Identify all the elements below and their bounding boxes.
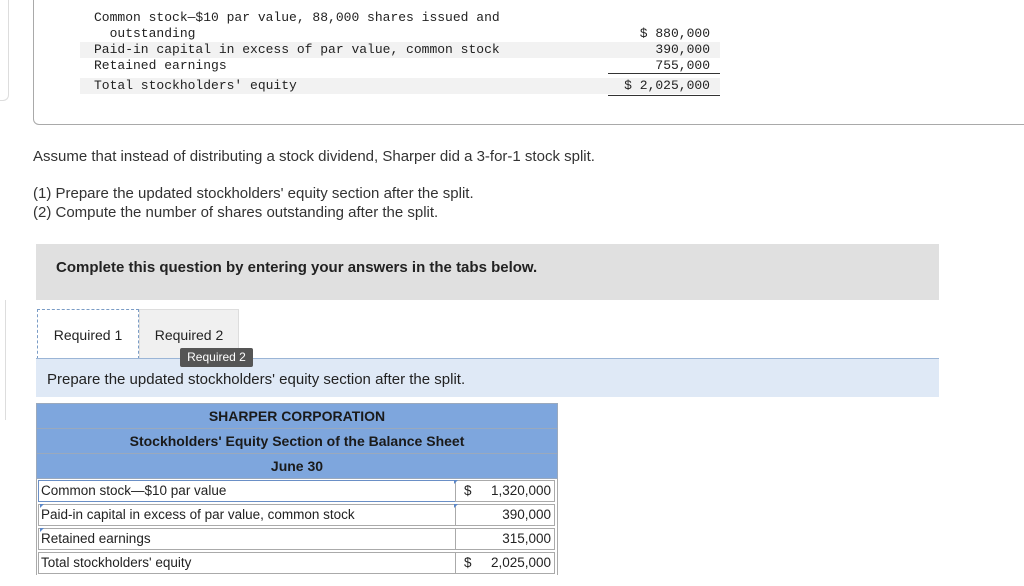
given-label: Retained earnings [94,58,227,73]
complete-instructions-text: Complete this question by entering your answers in the tabs below. [56,259,538,276]
step-2-text: (2) Compute the number of shares outstanding after the split. [33,204,439,221]
given-row-common-stock [80,10,720,26]
given-label: Paid-in capital in excess of par value, common stock [94,42,500,57]
given-row-paid-in-capital [80,42,720,58]
row-label-input[interactable]: Retained earnings [38,528,456,550]
step-1-text: (1) Prepare the updated stockholders' equity section after the split. [33,185,474,202]
tab-required-1[interactable] [37,309,139,359]
instruction-text: Prepare the updated stockholders' equity section after the split. [47,371,466,388]
amount-value: 2,025,000 [490,555,551,570]
table-row [36,527,558,551]
row-label-input[interactable]: Total stockholders' equity [38,552,456,574]
given-label: Common stock—$10 par value, 88,000 shares issued and [94,10,500,25]
currency-symbol: $ [464,555,472,570]
left-rail-lower [0,300,6,420]
assumption-text: Assume that instead of distributing a stock dividend, Sharper did a 3-for-1 stock split. [33,148,595,165]
total-rule [608,95,720,96]
given-row-retained-earnings [80,58,720,74]
statement-title: Stockholders' Equity Section of the Balance Sheet [36,428,558,453]
input-marker-icon [454,504,458,508]
table-row [36,503,558,527]
given-label: outstanding [94,26,196,41]
given-amount: $ 2,025,000 [624,78,710,93]
row-label-input[interactable]: Common stock—$10 par value [38,480,456,502]
table-row [36,551,558,575]
input-marker-icon [454,480,458,484]
amount-value: 1,320,000 [490,483,551,498]
currency-symbol: $ [464,483,472,498]
tab-label: Required 2 [154,327,224,343]
input-marker-icon [40,504,44,508]
amount-value: 390,000 [502,507,551,522]
amount-input[interactable] [455,552,555,574]
row-label-input[interactable]: Paid-in capital in excess of par value, common stock [38,504,456,526]
given-row-outstanding [80,26,720,42]
left-rail [0,0,9,101]
amount-input[interactable] [455,528,555,550]
given-row-total [80,78,720,94]
given-amount: $ 880,000 [639,26,710,41]
equity-section-table [36,403,558,575]
amount-input[interactable] [455,480,555,502]
given-amount: 755,000 [655,58,710,73]
subtotal-rule [608,73,720,74]
tab-tooltip: Required 2 [180,348,253,367]
amount-input[interactable] [455,504,555,526]
table-row [36,479,558,503]
statement-date: June 30 [36,453,558,479]
input-marker-icon [40,528,44,532]
amount-value: 315,000 [502,531,551,546]
given-label: Total stockholders' equity [94,78,297,93]
given-amount: 390,000 [655,42,710,57]
tab-label: Required 1 [53,327,123,343]
company-name: SHARPER CORPORATION [36,403,558,428]
complete-instructions-box [36,244,939,300]
tab-content-header [36,358,939,397]
